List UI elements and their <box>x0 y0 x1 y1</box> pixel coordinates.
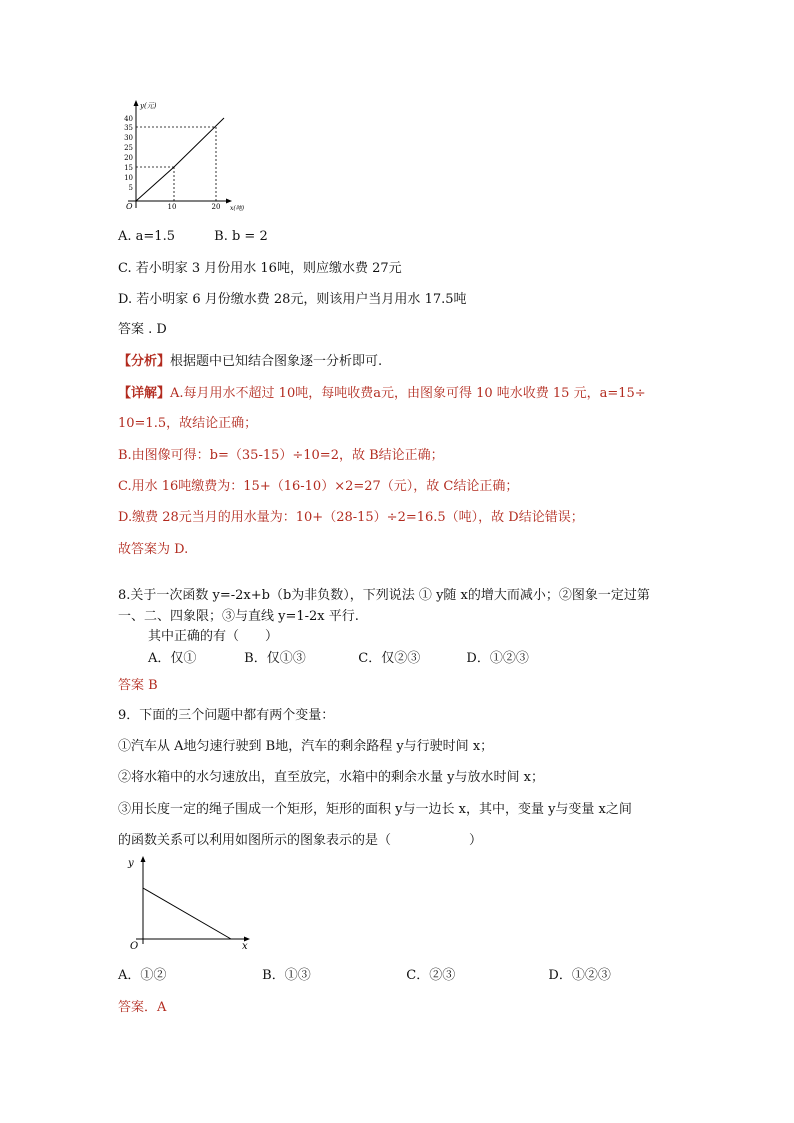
y-tick-5: 5 <box>128 184 133 192</box>
x-label-2: x <box>242 941 248 952</box>
y-tick-25: 25 <box>124 144 133 152</box>
x-tick-10: 10 <box>167 203 177 211</box>
q9-option-b: B．①③ <box>262 968 311 983</box>
y-tick-35: 35 <box>124 124 133 132</box>
y-axis-2-arrow <box>141 856 146 862</box>
q8-option-b: B．仅①③ <box>244 651 306 666</box>
y-tick-20: 20 <box>124 154 133 162</box>
q8-option-c: C．仅②③ <box>358 651 421 666</box>
q8-line-1: 8.关于一次函数 y=-2x+b（b为非负数），下列说法 ① y随 x的增大而减小；②图象一定过第 <box>118 588 650 603</box>
q7-option-d: D. 若小明家 6 月份缴水费 28元，则该用户当月用水 17.5吨 <box>118 292 467 307</box>
q9-line-4: ③用长度一定的绳子围成一个矩形，矩形的面积 y与一边长 x，其中，变量 y与变量 x之间 <box>118 802 632 817</box>
y-axis-label: y(元) <box>140 102 157 110</box>
q7-option-a: A. a=1.5 <box>118 229 175 244</box>
q9-answer: 答案．A <box>118 1000 167 1015</box>
q7-final: 故答案为 D. <box>118 542 189 557</box>
q9-line-2: ①汽车从 A地匀速行驶到 B地，汽车的剩余路程 y与行驶时间 x； <box>118 739 494 754</box>
q9-line-5: 的函数关系可以利用如图所示的图象表示的是（ ） <box>118 833 483 848</box>
q9-options <box>118 968 611 984</box>
fee-line <box>136 118 224 201</box>
origin-label: O <box>126 202 133 211</box>
q7-answer: 答案 . D <box>118 322 167 337</box>
q7-detail-2: 10=1.5，故结论正确； <box>118 416 258 431</box>
y-tick-10: 10 <box>124 174 133 182</box>
q7-options-ab <box>118 229 268 245</box>
y-tick-30: 30 <box>124 134 133 142</box>
water-fee-graph <box>116 96 256 216</box>
q7-detail-5: D.缴费 28元当月的用水量为：10+（28-15）÷2=16.5（吨），故 D结论错误； <box>118 510 584 525</box>
detail-text-1: A.每月用水不超过 10吨，每吨收费a元，由图象可得 10 吨水收费 15 元，a=15÷ <box>170 386 646 401</box>
origin-label-2: O <box>130 941 139 952</box>
q7-detail-3: B.由图像可得：b=（35-15）÷10=2，故 B结论正确； <box>118 448 444 463</box>
decreasing-line <box>143 888 231 939</box>
x-axis-label: x(吨) <box>230 205 245 212</box>
y-tick-15: 15 <box>124 164 133 172</box>
q9-option-c: C．②③ <box>406 968 456 983</box>
q7-option-b: B. b = 2 <box>214 229 268 244</box>
q7-option-c: C. 若小明家 3 月份用水 16吨，则应缴水费 27元 <box>118 261 402 276</box>
q9-option-a: A．①② <box>118 968 167 983</box>
q7-detail-4: C.用水 16吨缴费为：15+（16-10）×2=27（元），故 C结论正确； <box>118 479 519 494</box>
q8-answer: 答案 B <box>118 678 158 693</box>
y-label-2: y <box>128 858 134 869</box>
q8-line-2: 一、二、四象限；③与直线 y=1-2x 平行. <box>118 609 359 624</box>
y-axis-arrow <box>134 100 139 106</box>
q9-line-3: ②将水箱中的水匀速放出，直至放完，水箱中的剩余水量 y与放水时间 x； <box>118 770 544 785</box>
q8-option-a: A．仅① <box>148 651 197 666</box>
analysis-text: 根据题中已知结合图象逐一分析即可. <box>170 354 383 369</box>
x-tick-20: 20 <box>211 203 221 211</box>
analysis-tag: 【分析】 <box>118 354 171 369</box>
decreasing-line-graph <box>118 852 258 952</box>
q9-line-1: 9．下面的三个问题中都有两个变量： <box>118 708 335 723</box>
x-axis-arrow <box>226 199 232 204</box>
q8-option-d: D．①②③ <box>466 651 529 666</box>
q8-line-3: 其中正确的有（ ） <box>148 629 279 644</box>
detail-tag: 【详解】 <box>118 386 171 401</box>
y-ticks <box>124 115 133 192</box>
q9-option-d: D．①②③ <box>548 968 611 983</box>
y-tick-40: 40 <box>124 115 133 123</box>
q8-options <box>148 651 529 667</box>
q7-detail-1 <box>118 386 646 402</box>
q7-analysis <box>118 354 382 370</box>
